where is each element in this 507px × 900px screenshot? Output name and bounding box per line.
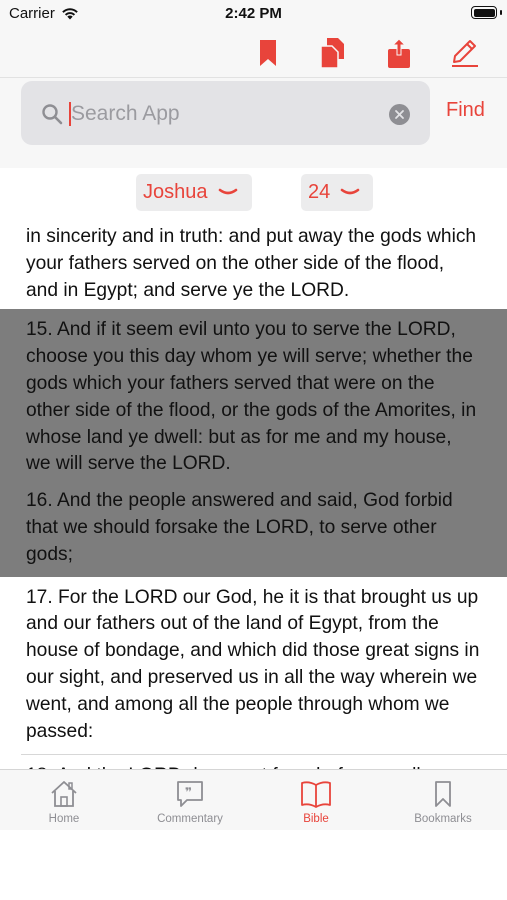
- passage-selector: [0, 168, 507, 231]
- highlighted-verses[interactable]: [0, 309, 507, 576]
- find-button[interactable]: Find: [446, 99, 485, 121]
- battery-icon: [471, 6, 497, 19]
- search-input[interactable]: [71, 95, 391, 133]
- tab-bar: [0, 769, 507, 830]
- verse-divider: [21, 754, 507, 755]
- tab-label: Bible: [303, 813, 329, 825]
- tab-label: Home: [48, 813, 80, 825]
- tab-commentary[interactable]: [127, 770, 253, 831]
- edit-icon[interactable]: [448, 36, 482, 70]
- close-icon: [395, 110, 404, 119]
- status-bar: [0, 0, 507, 28]
- tab-label: Bookmarks: [414, 813, 472, 825]
- share-icon[interactable]: [382, 36, 416, 70]
- bible-text[interactable]: [0, 226, 507, 769]
- verse-16[interactable]: 16. And the people answered and said, God forbid that we should forsake the LORD, to serve other gods;: [26, 490, 453, 565]
- verse-17[interactable]: 17. For the LORD our God, he it is that brought us up and our fathers out of the land of Egypt, from the house of bondage, and which did those great signs in our sight, and preserved us in all the way wherein we went, and among all the people through whom we passed:: [26, 586, 480, 742]
- book-selector-label: Joshua: [143, 181, 208, 203]
- verse-14-tail[interactable]: in sincerity and in truth: and put away the gods which your fathers served on the other side of the flood, and in Egypt; and serve ye the LORD.: [26, 226, 477, 301]
- copy-icon[interactable]: [316, 36, 350, 70]
- search-area: [0, 78, 507, 168]
- bookmark-icon[interactable]: [251, 36, 285, 70]
- chevron-down-icon: [340, 188, 360, 197]
- chapter-selector-label: 24: [308, 181, 331, 203]
- home-icon: [49, 780, 79, 808]
- top-toolbar: [0, 28, 507, 78]
- tab-label: Commentary: [157, 813, 223, 825]
- commentary-icon: [175, 780, 205, 808]
- tab-bookmarks[interactable]: [380, 770, 506, 831]
- verse-15[interactable]: 15. And if it seem evil unto you to serve the LORD, choose you this day whom ye will serve; whether the gods which your fathers served that were on the other side of the flood, or the gods of the Amorites, in whose land ye dwell: but as for me and my house, we will serve the LORD.: [26, 319, 477, 475]
- svg-text:❞: ❞: [185, 785, 193, 799]
- search-icon: [41, 103, 63, 125]
- search-bar[interactable]: [21, 81, 430, 145]
- chapter-selector[interactable]: [301, 174, 373, 211]
- bible-icon: [300, 780, 332, 808]
- battery-cap: [500, 10, 502, 15]
- book-selector[interactable]: [136, 174, 252, 211]
- clock: 2:42 PM: [225, 5, 282, 22]
- bookmarks-icon: [432, 780, 454, 808]
- chevron-down-icon: [218, 188, 238, 197]
- carrier-label: Carrier: [9, 5, 55, 22]
- tab-bible[interactable]: [253, 770, 379, 831]
- tab-home[interactable]: [1, 770, 127, 831]
- clear-search-button[interactable]: [389, 104, 410, 125]
